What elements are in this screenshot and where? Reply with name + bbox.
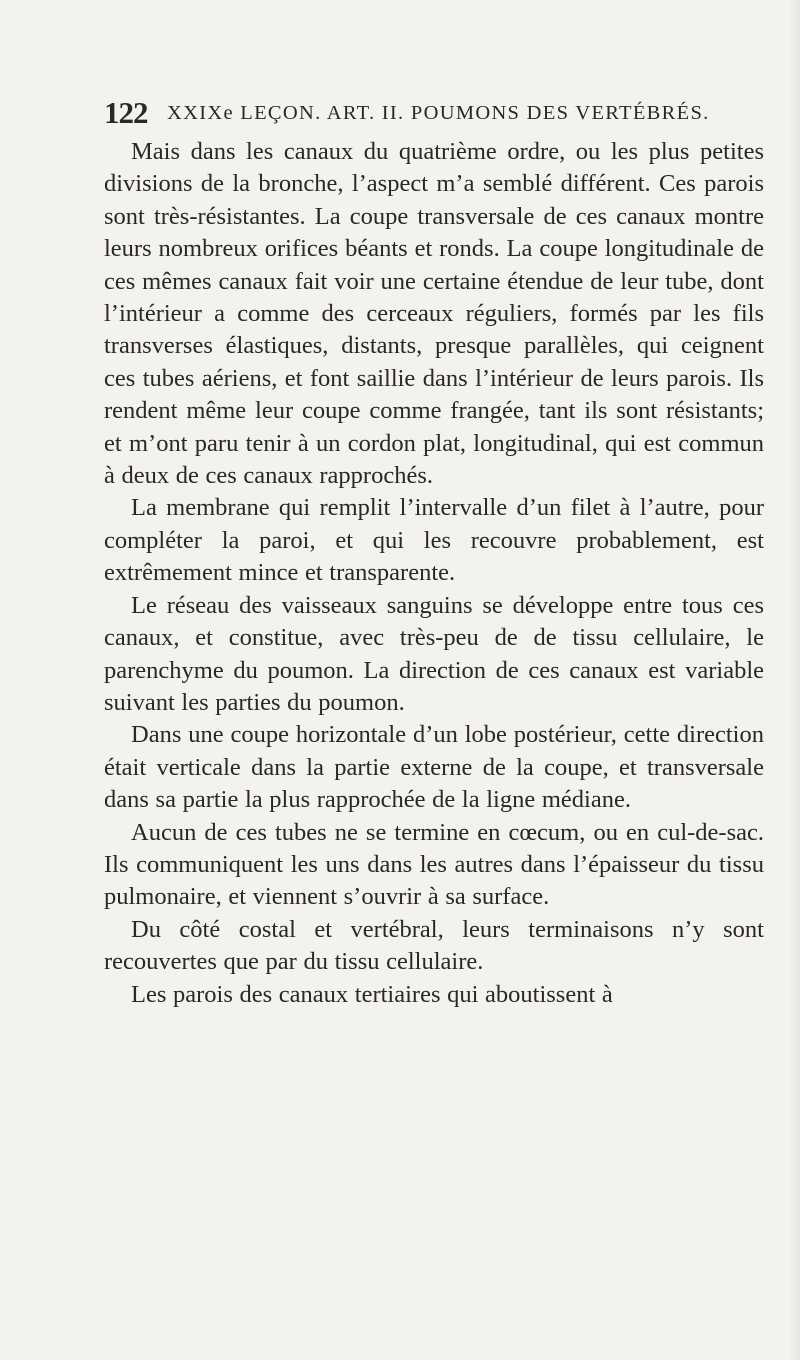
running-head: XXIXe LEÇON. ART. II. POUMONS DES VERTÉBRÉS. bbox=[167, 102, 710, 124]
paragraph: La membrane qui remplit l’intervalle d’un filet à l’autre, pour compléter la paroi, et qui les recouvre probablement, est extrêmement mince et transparente. bbox=[104, 494, 764, 587]
paragraph: Mais dans les canaux du quatrième ordre, ou les plus petites divisions de la bronche, l’aspect m’a semblé différent. Ces parois sont très-résistantes. La coupe transversale de ces canaux montre leurs nombreux orifices béants et ronds. La coupe longitudinale de ces mêmes canaux fait voir une certaine étendue de leur tube, dont l’intérieur a comme des cerceaux réguliers, formés par les fils transverses élastiques, distants, presque parallèles, qui ceignent ces tubes aériens, et font saillie dans l’intérieur de leurs parois. Ils rendent même leur coupe comme frangée, tant ils sont résistants; et m’ont paru tenir à un cordon plat, longitudinal, qui est commun à deux de ces canaux rapprochés. bbox=[104, 138, 764, 490]
page-edge-shadow bbox=[788, 0, 800, 1360]
paragraph: Aucun de ces tubes ne se termine en cœcum, ou en cul-de-sac. Ils communiquent les uns dans les autres dans l’épaisseur du tissu pulmonaire, et viennent s’ouvrir à sa surface. bbox=[104, 818, 764, 911]
body-text bbox=[104, 136, 764, 1011]
page-header bbox=[104, 95, 764, 131]
paragraph: Du côté costal et vertébral, leurs terminaisons n’y sont recouvertes que par du tissu cellulaire. bbox=[104, 915, 764, 976]
paragraph: Dans une coupe horizontale d’un lobe postérieur, cette direction était verticale dans la partie externe de la coupe, et transversale dans sa partie la plus rapprochée de la ligne médiane. bbox=[104, 721, 764, 814]
page-number: 122 bbox=[104, 95, 148, 130]
paragraph: Le réseau des vaisseaux sanguins se développe entre tous ces canaux, et constitue, avec très-peu de de tissu cellulaire, le parenchyme du poumon. La direction de ces canaux est variable suivant les parties du poumon. bbox=[104, 591, 764, 716]
paragraph: Les parois des canaux tertiaires qui aboutissent à bbox=[131, 980, 613, 1008]
